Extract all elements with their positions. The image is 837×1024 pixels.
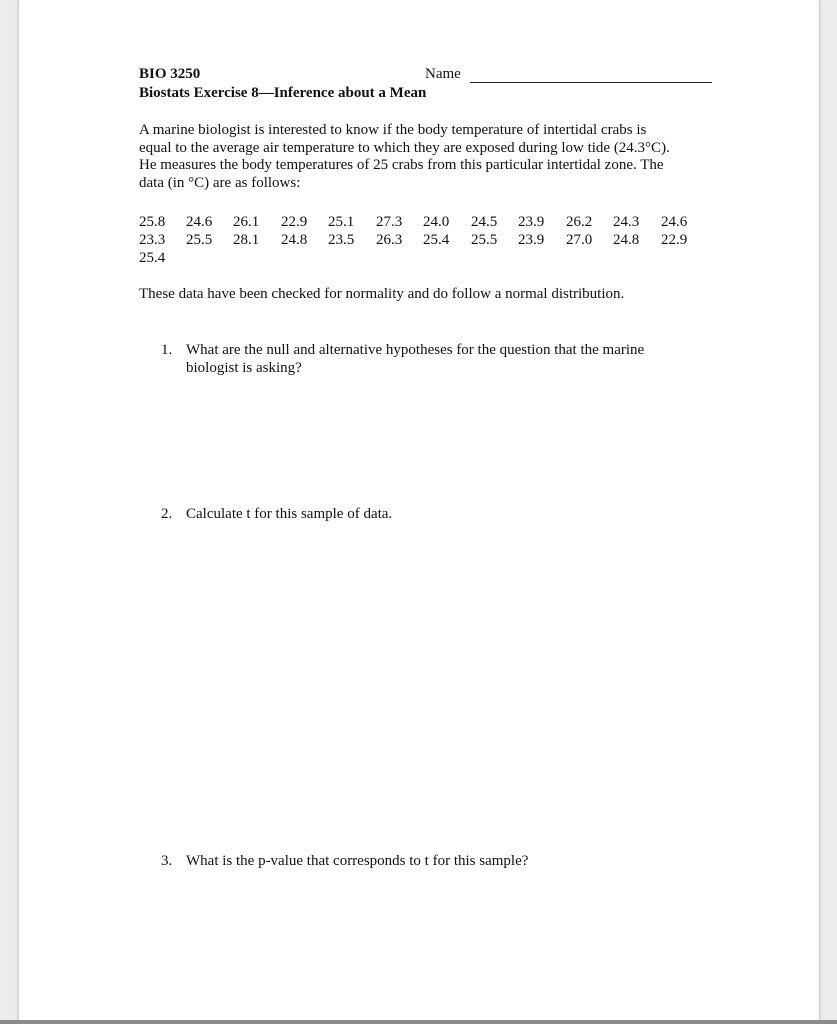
intro-line: equal to the average air temperature to which they are exposed during low tide (24.3°C).: [139, 139, 670, 156]
question-number: 3.: [161, 853, 173, 869]
data-value: 24.3: [613, 214, 640, 230]
name-blank-line: [470, 82, 712, 83]
data-value: 25.5: [471, 232, 498, 248]
viewer-bottom-edge: [0, 1020, 837, 1024]
question-line: Calculate t for this sample of data.: [186, 506, 393, 522]
document-page: [18, 0, 820, 1021]
data-value: 22.9: [661, 232, 688, 248]
course-code: BIO 3250: [139, 66, 201, 82]
intro-line: data (in °C) are as follows:: [139, 174, 301, 191]
intro-paragraph: [139, 122, 729, 192]
data-value: 24.6: [661, 214, 688, 230]
data-value: 24.6: [186, 214, 213, 230]
question-line: biologist is asking?: [186, 359, 302, 376]
question-text: [186, 342, 706, 377]
data-value: 26.2: [566, 214, 593, 230]
question-number: 1.: [161, 342, 173, 358]
data-value: 23.3: [139, 232, 166, 248]
question-text: [186, 506, 706, 524]
data-value: 24.0: [423, 214, 450, 230]
exercise-title: Biostats Exercise 8—Inference about a Mean: [139, 85, 427, 101]
data-value: 23.9: [518, 232, 545, 248]
data-value: 22.9: [281, 214, 308, 230]
question-number: 2.: [161, 506, 173, 522]
data-value: 23.5: [328, 232, 355, 248]
data-value: 24.8: [613, 232, 640, 248]
normality-note: These data have been checked for normality and do follow a normal distribution.: [139, 286, 625, 302]
intro-line: He measures the body temperatures of 25 crabs from this particular intertidal zone. The: [139, 157, 664, 173]
data-value: 26.1: [233, 214, 260, 230]
data-value: 25.5: [186, 232, 213, 248]
data-value: 24.5: [471, 214, 498, 230]
data-value: 26.3: [376, 232, 403, 248]
data-value: 25.8: [139, 214, 166, 230]
data-value: 28.1: [233, 232, 260, 248]
data-value: 27.3: [376, 214, 403, 230]
data-value: 25.4: [139, 250, 166, 266]
data-value: 25.4: [423, 232, 450, 248]
question-line: What are the null and alternative hypotheses for the question that the marine: [186, 342, 645, 358]
question-text: [186, 853, 706, 871]
question-line: What is the p-value that corresponds to t for this sample?: [186, 853, 529, 869]
data-value: 23.9: [518, 214, 545, 230]
data-value: 24.8: [281, 232, 308, 248]
data-value: 25.1: [328, 214, 355, 230]
intro-line: A marine biologist is interested to know if the body temperature of intertidal crabs is: [139, 122, 647, 138]
name-label: Name: [425, 66, 461, 82]
data-value: 27.0: [566, 232, 593, 248]
